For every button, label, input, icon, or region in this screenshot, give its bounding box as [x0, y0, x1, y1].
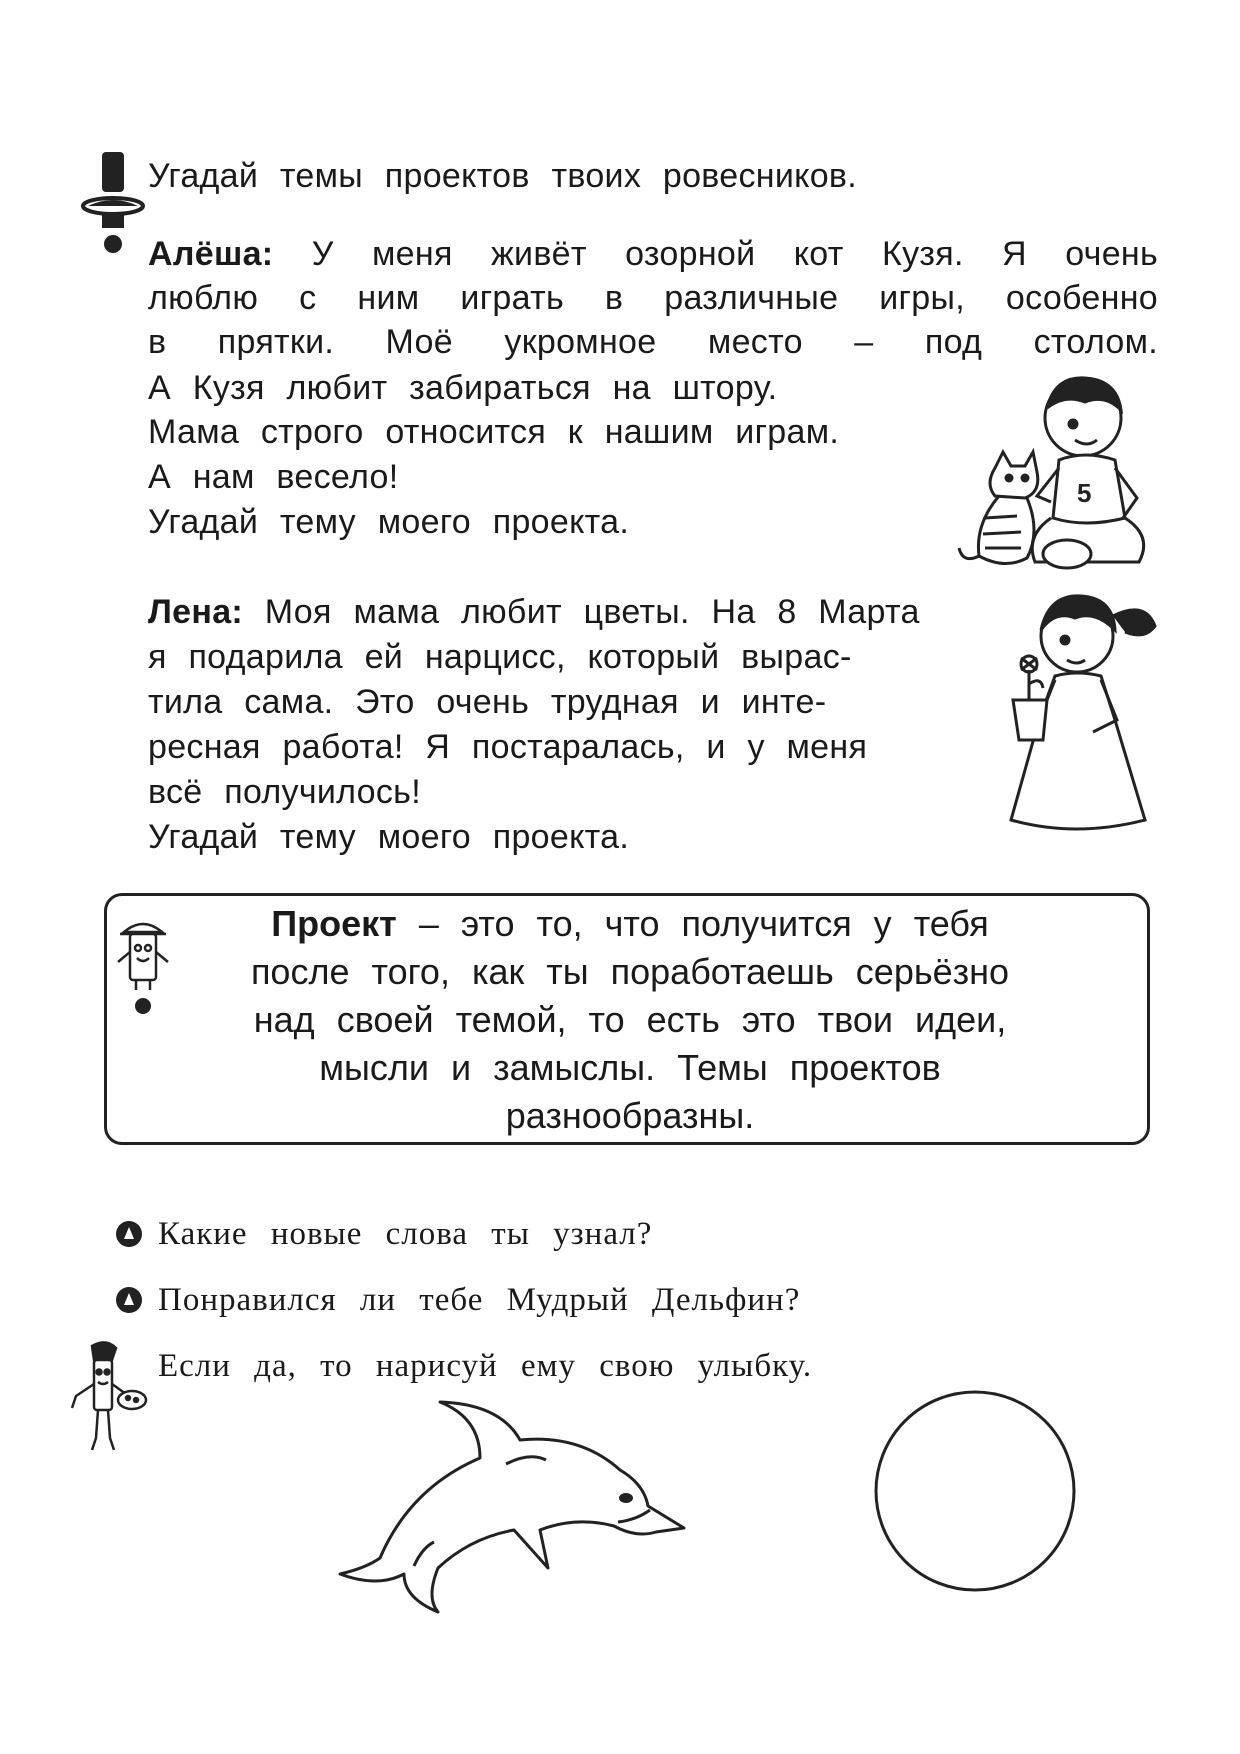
question-1: Какие новые слова ты узнал?	[158, 1216, 653, 1252]
lena-speaker: Лена:	[148, 593, 244, 631]
alesha-line-4: А Кузя любит забираться на штору.	[148, 369, 778, 407]
definition-line-1: Проект – это то, что получится у тебя	[271, 903, 989, 944]
definition-line-4: мысли и замыслы. Темы проектов	[319, 1047, 941, 1088]
question-2: Понравился ли тебе Мудрый Дельфин?	[158, 1282, 801, 1318]
alesha-line-1: Алёша: У меня живёт озорной кот Кузя. Я очень	[148, 235, 1158, 273]
lena-line-5: всё получилось!	[148, 773, 421, 811]
paintbrush-mascot-icon	[66, 1338, 150, 1458]
definition-line-3: над своей темой, то есть это твои идеи,	[253, 999, 1007, 1040]
drawing-task: Если да, то нарисуй ему свою улыбку.	[158, 1348, 813, 1384]
question-bullet-icon	[116, 1287, 142, 1313]
alesha-speaker: Алёша:	[148, 235, 274, 273]
definition-line-2: после того, как ты поработаешь серьёзно	[250, 951, 1010, 992]
girl-with-flower-illustration	[985, 580, 1165, 850]
lena-line-6: Угадай тему моего проекта.	[148, 818, 630, 856]
alesha-line-5: Мама строго относится к нашим играм.	[148, 413, 840, 451]
shirt-number: 5	[1077, 478, 1092, 508]
task-intro: Угадай темы проектов твоих ровесников.	[148, 157, 858, 195]
definition-line-5: разнообразны.	[505, 1095, 755, 1136]
lena-line-3: тила сама. Это очень трудная и инте-	[148, 683, 827, 721]
exclamation-mark-icon	[78, 150, 148, 256]
dolphin-illustration	[330, 1398, 730, 1623]
alesha-line-6: А нам весело!	[148, 458, 399, 496]
smile-drawing-circle[interactable]	[870, 1386, 1080, 1596]
question-bullet-icon	[116, 1221, 142, 1247]
boy-with-cat-illustration	[955, 368, 1165, 578]
lena-line-1: Лена: Моя мама любит цветы. На 8 Марта	[148, 593, 920, 631]
alesha-line-2: люблю с ним играть в различные игры, особенно	[148, 279, 1158, 317]
lena-line-2: я подарила ей нарцисс, который вырас-	[148, 638, 852, 676]
alesha-line-7: Угадай тему моего проекта.	[148, 503, 630, 541]
alesha-line-3: в прятки. Моё укромное место – под столом.	[148, 323, 1158, 361]
definition-term: Проект	[271, 903, 397, 944]
lena-line-4: ресная работа! Я постаралась, и у меня	[148, 728, 868, 766]
